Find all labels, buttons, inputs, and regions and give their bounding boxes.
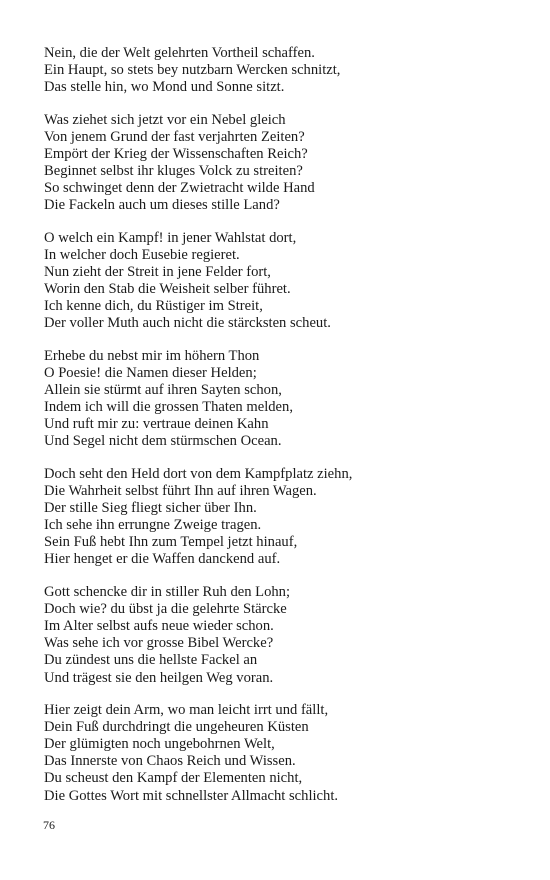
verse-line: O Poesie! die Namen dieser Helden; bbox=[44, 365, 257, 381]
stanza-7 bbox=[44, 702, 524, 805]
verse-line: Doch wie? du übst ja die gelehrte Stärcke bbox=[44, 601, 287, 618]
verse-line: Der voller Muth auch nicht die stärcksten scheut. bbox=[44, 315, 331, 332]
verse-line: Allein sie stürmt auf ihren Sayten schon, bbox=[44, 382, 282, 399]
verse-line: Ich sehe ihn errungne Zweige tragen. bbox=[44, 517, 262, 534]
verse-line: Die Wahrheit selbst führt Ihn auf ihren Wagen. bbox=[44, 483, 317, 500]
stanza-6 bbox=[44, 584, 524, 687]
stanza-2 bbox=[44, 112, 524, 215]
verse-line: Und Segel nicht dem stürmschen Ocean. bbox=[44, 433, 282, 450]
verse-line: Dein Fuß durchdringt die ungeheuren Küsten bbox=[44, 719, 309, 736]
verse-line: Erhebe du nebst mir im höhern Thon bbox=[44, 347, 260, 364]
stanza-4 bbox=[44, 348, 524, 451]
verse-line: Worin den Stab die Weisheit selber führet. bbox=[44, 281, 291, 298]
verse-line: Hier zeigt dein Arm, wo man leicht irrt und fällt, bbox=[44, 702, 329, 719]
verse-line: Hier henget er die Waffen danckend auf. bbox=[44, 551, 281, 568]
verse-line: Der stille Sieg fliegt sicher über Ihn. bbox=[44, 500, 257, 517]
verse-line: Und trägest sie den heilgen Weg voran. bbox=[44, 669, 274, 686]
verse-line: Doch seht den Held dort von dem Kampfplatz ziehn, bbox=[44, 465, 353, 482]
verse-line: Nein, die der Welt gelehrten Vortheil schaffen. bbox=[44, 45, 315, 61]
verse-line: So schwinget denn der Zwietracht wilde Hand bbox=[44, 180, 315, 197]
verse-line: Indem ich will die grossen Thaten melden, bbox=[44, 399, 293, 416]
verse-line: Ich kenne dich, du Rüstiger im Streit, bbox=[44, 298, 263, 315]
verse-line: Das stelle hin, wo Mond und Sonne sitzt. bbox=[44, 79, 285, 96]
verse-line: Nun zieht der Streit in jene Felder fort, bbox=[44, 264, 271, 281]
verse-line: Du zündest uns die hellste Fackel an bbox=[44, 652, 258, 669]
stanza-1 bbox=[44, 45, 524, 96]
stanza-5 bbox=[44, 466, 524, 569]
verse-line: In welcher doch Eusebie regieret. bbox=[44, 246, 240, 263]
verse-line: Was sehe ich vor grosse Bibel Wercke? bbox=[44, 635, 274, 652]
verse-line: Empört der Krieg der Wissenschaften Reich? bbox=[44, 145, 308, 162]
verse-line: Gott schencke dir in stiller Ruh den Lohn; bbox=[44, 584, 291, 601]
verse-line: Und ruft mir zu: vertraue deinen Kahn bbox=[44, 416, 269, 433]
verse-line: O welch ein Kampf! in jener Wahlstat dort, bbox=[44, 229, 297, 246]
verse-line: Ein Haupt, so stets bey nutzbarn Wercken schnitzt, bbox=[44, 62, 341, 79]
poem-body bbox=[44, 45, 524, 820]
verse-line: Das Innerste von Chaos Reich und Wissen. bbox=[44, 753, 296, 770]
verse-line: Von jenem Grund der fast verjahrten Zeiten? bbox=[44, 128, 305, 145]
verse-line: Du scheust den Kampf der Elementen nicht, bbox=[44, 770, 303, 787]
verse-line: Der glümigten noch ungebohrnen Welt, bbox=[44, 736, 275, 753]
verse-line: Was ziehet sich jetzt vor ein Nebel gleich bbox=[44, 111, 286, 128]
verse-line: Die Gottes Wort mit schnellster Allmacht schlicht. bbox=[44, 787, 339, 804]
verse-line: Die Fackeln auch um dieses stille Land? bbox=[44, 197, 280, 214]
verse-line: Im Alter selbst aufs neue wieder schon. bbox=[44, 618, 274, 635]
stanza-3 bbox=[44, 230, 524, 333]
page-number: 76 bbox=[43, 818, 55, 832]
verse-line: Sein Fuß hebt Ihn zum Tempel jetzt hinauf, bbox=[44, 534, 298, 551]
verse-line: Beginnet selbst ihr kluges Volck zu streiten? bbox=[44, 163, 303, 180]
